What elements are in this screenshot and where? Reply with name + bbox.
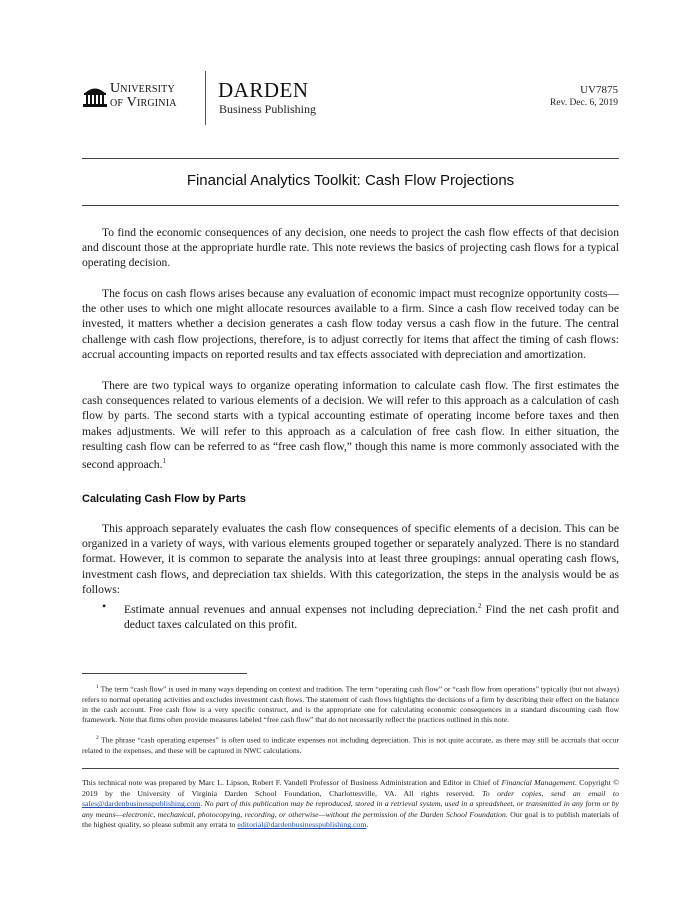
section-heading: Calculating Cash Flow by Parts bbox=[82, 493, 246, 505]
footnote-1-text: The term “cash flow” is used in many ways depending on context and tradition. The term “operating cash flow” or “cash flow from operations” typically (but not always) refers to normal operating activities and excludes investment cash flows. The statement of cash flows highlights the decisions of a firm by describing their effect on the balance in the cash account. Free cash flow is a very specific construct, and is the appropriate one for calculating economic consequences in a standard discounting cash flow framework. Note that firms often provide measures labeled “free cash flow” that do not necessarily reflect the practices outlined in this note. bbox=[82, 684, 619, 725]
footnote-separator bbox=[82, 673, 247, 674]
reproduction-restriction: No part of this publication may be reproduced, stored in a retrieval system, used in a spreadsheet, or transmitted in any form or by any means—electronic, mechanical, photocopying, recording, or otherwise—without the permission of the Darden School Foundation. bbox=[82, 799, 619, 819]
bullet-item bbox=[82, 599, 619, 632]
copyright-part3: . bbox=[200, 799, 205, 809]
copyright-part5: . bbox=[366, 820, 369, 830]
footnote-2-number: 2 bbox=[96, 735, 99, 741]
bullet-marker: • bbox=[102, 599, 107, 613]
paragraph-parts: This approach separately evaluates the cash flow consequences of specific elements of a decision. This can be organized in a variety of ways, with various elements grouped together or separately analyzed. There is no standard format. However, it is common to separate the analysis into at least three groupings: annual operating cash flows, investment cash flows, and depreciation tax shields. With this categorization, the steps in the analysis would be as follows: bbox=[82, 522, 619, 596]
uva-wordmark bbox=[110, 82, 177, 110]
footnote-2 bbox=[82, 733, 619, 756]
footnote-2-text: The phrase “cash operating expenses” is often used to indicate expenses not including depreciation. This is not quite accurate, as there may still be accruals that occur related to the expenses, and these will be captured in NWC calculations. bbox=[82, 735, 619, 755]
footnote-1-number: 1 bbox=[96, 684, 99, 690]
bullet-text-start: Estimate annual revenues and annual expenses not including depreciation. bbox=[124, 602, 479, 616]
copyright-notice bbox=[82, 778, 619, 831]
page-title: Financial Analytics Toolkit: Cash Flow Projections bbox=[186, 172, 515, 189]
rotunda-icon bbox=[82, 84, 108, 108]
paragraph-approaches bbox=[82, 378, 619, 472]
journal-name: Financial Management bbox=[501, 778, 575, 787]
revision-date: Rev. Dec. 6, 2019 bbox=[550, 98, 618, 108]
sales-email-link[interactable]: sales@dardenbusinesspublishing.com bbox=[82, 799, 201, 809]
darden-wordmark: DARDEN bbox=[218, 78, 309, 102]
title-bottom-rule bbox=[82, 205, 619, 206]
paragraph-intro: To find the economic consequences of any decision, one needs to project the cash flow effects of that decision and discount those at the appropriate hurdle rate. This note reviews the basics of projecting cash flows for a typical operating decision. bbox=[82, 226, 619, 270]
darden-subtitle: Business Publishing bbox=[219, 102, 317, 116]
document-id bbox=[550, 84, 618, 110]
logo-divider bbox=[205, 71, 206, 125]
order-instructions: To order copies, send an email to bbox=[482, 788, 619, 798]
footnote-ref-2[interactable]: 2 bbox=[478, 602, 482, 610]
copyright-part1: This technical note was prepared by Marc L. Lipson, Robert F. Vandell Professor of Business Administration and Editor in Chief of bbox=[82, 778, 502, 787]
paragraph-focus: The focus on cash flows arises because any evaluation of economic impact must recognize opportunity costs—the other uses to which one might allocate resources available to a firm. Since a cash flow received today can be invested, it matters whether a decision generates a cash flow today versus a cash flow in the future. The central challenge with cash flow projections, therefore, is to adjust correctly for items that affect the timing of cash flows: accrual accounting impacts on reported results and tax effects associated with depreciation and amortization. bbox=[82, 287, 619, 361]
copyright-part2: . Copyright © 2019 by the University of Virginia Darden School Foundation, Charlottesville, VA. All rights reserved. bbox=[82, 778, 619, 798]
paragraph-approaches-text: There are two typical ways to organize operating information to calculate cash flow. The first estimates the cash consequences related to various elements of a decision. We will refer to this approach as a calculation of cash flow by parts. The second starts with a typical accounting estimate of operating income before taxes and then makes adjustments. We will refer to this approach as a calculation of free cash flow. In either situation, the resulting cash flow can be referred to as “free cash flow,” though this name is more commonly associated with the second approach. bbox=[82, 379, 619, 471]
errata-email-link[interactable]: editorial@dardenbusinesspublishing.com bbox=[237, 820, 367, 830]
title-top-rule bbox=[82, 158, 619, 159]
doc-code: UV7875 bbox=[580, 84, 618, 96]
uva-logo bbox=[82, 80, 200, 114]
uva-line2: of Virginia bbox=[110, 95, 177, 110]
bullet-list bbox=[82, 599, 619, 632]
copyright-rule bbox=[82, 768, 619, 769]
uva-line1: University bbox=[110, 81, 175, 96]
footnote-1 bbox=[82, 682, 619, 726]
bullet-text-end: Find the net cash profit and deduct taxes calculated on this profit. bbox=[124, 602, 619, 632]
copyright-part4: Our goal is to publish materials of the highest quality, so please submit any errata to bbox=[82, 809, 619, 830]
footnote-ref-1[interactable]: 1 bbox=[162, 457, 166, 466]
